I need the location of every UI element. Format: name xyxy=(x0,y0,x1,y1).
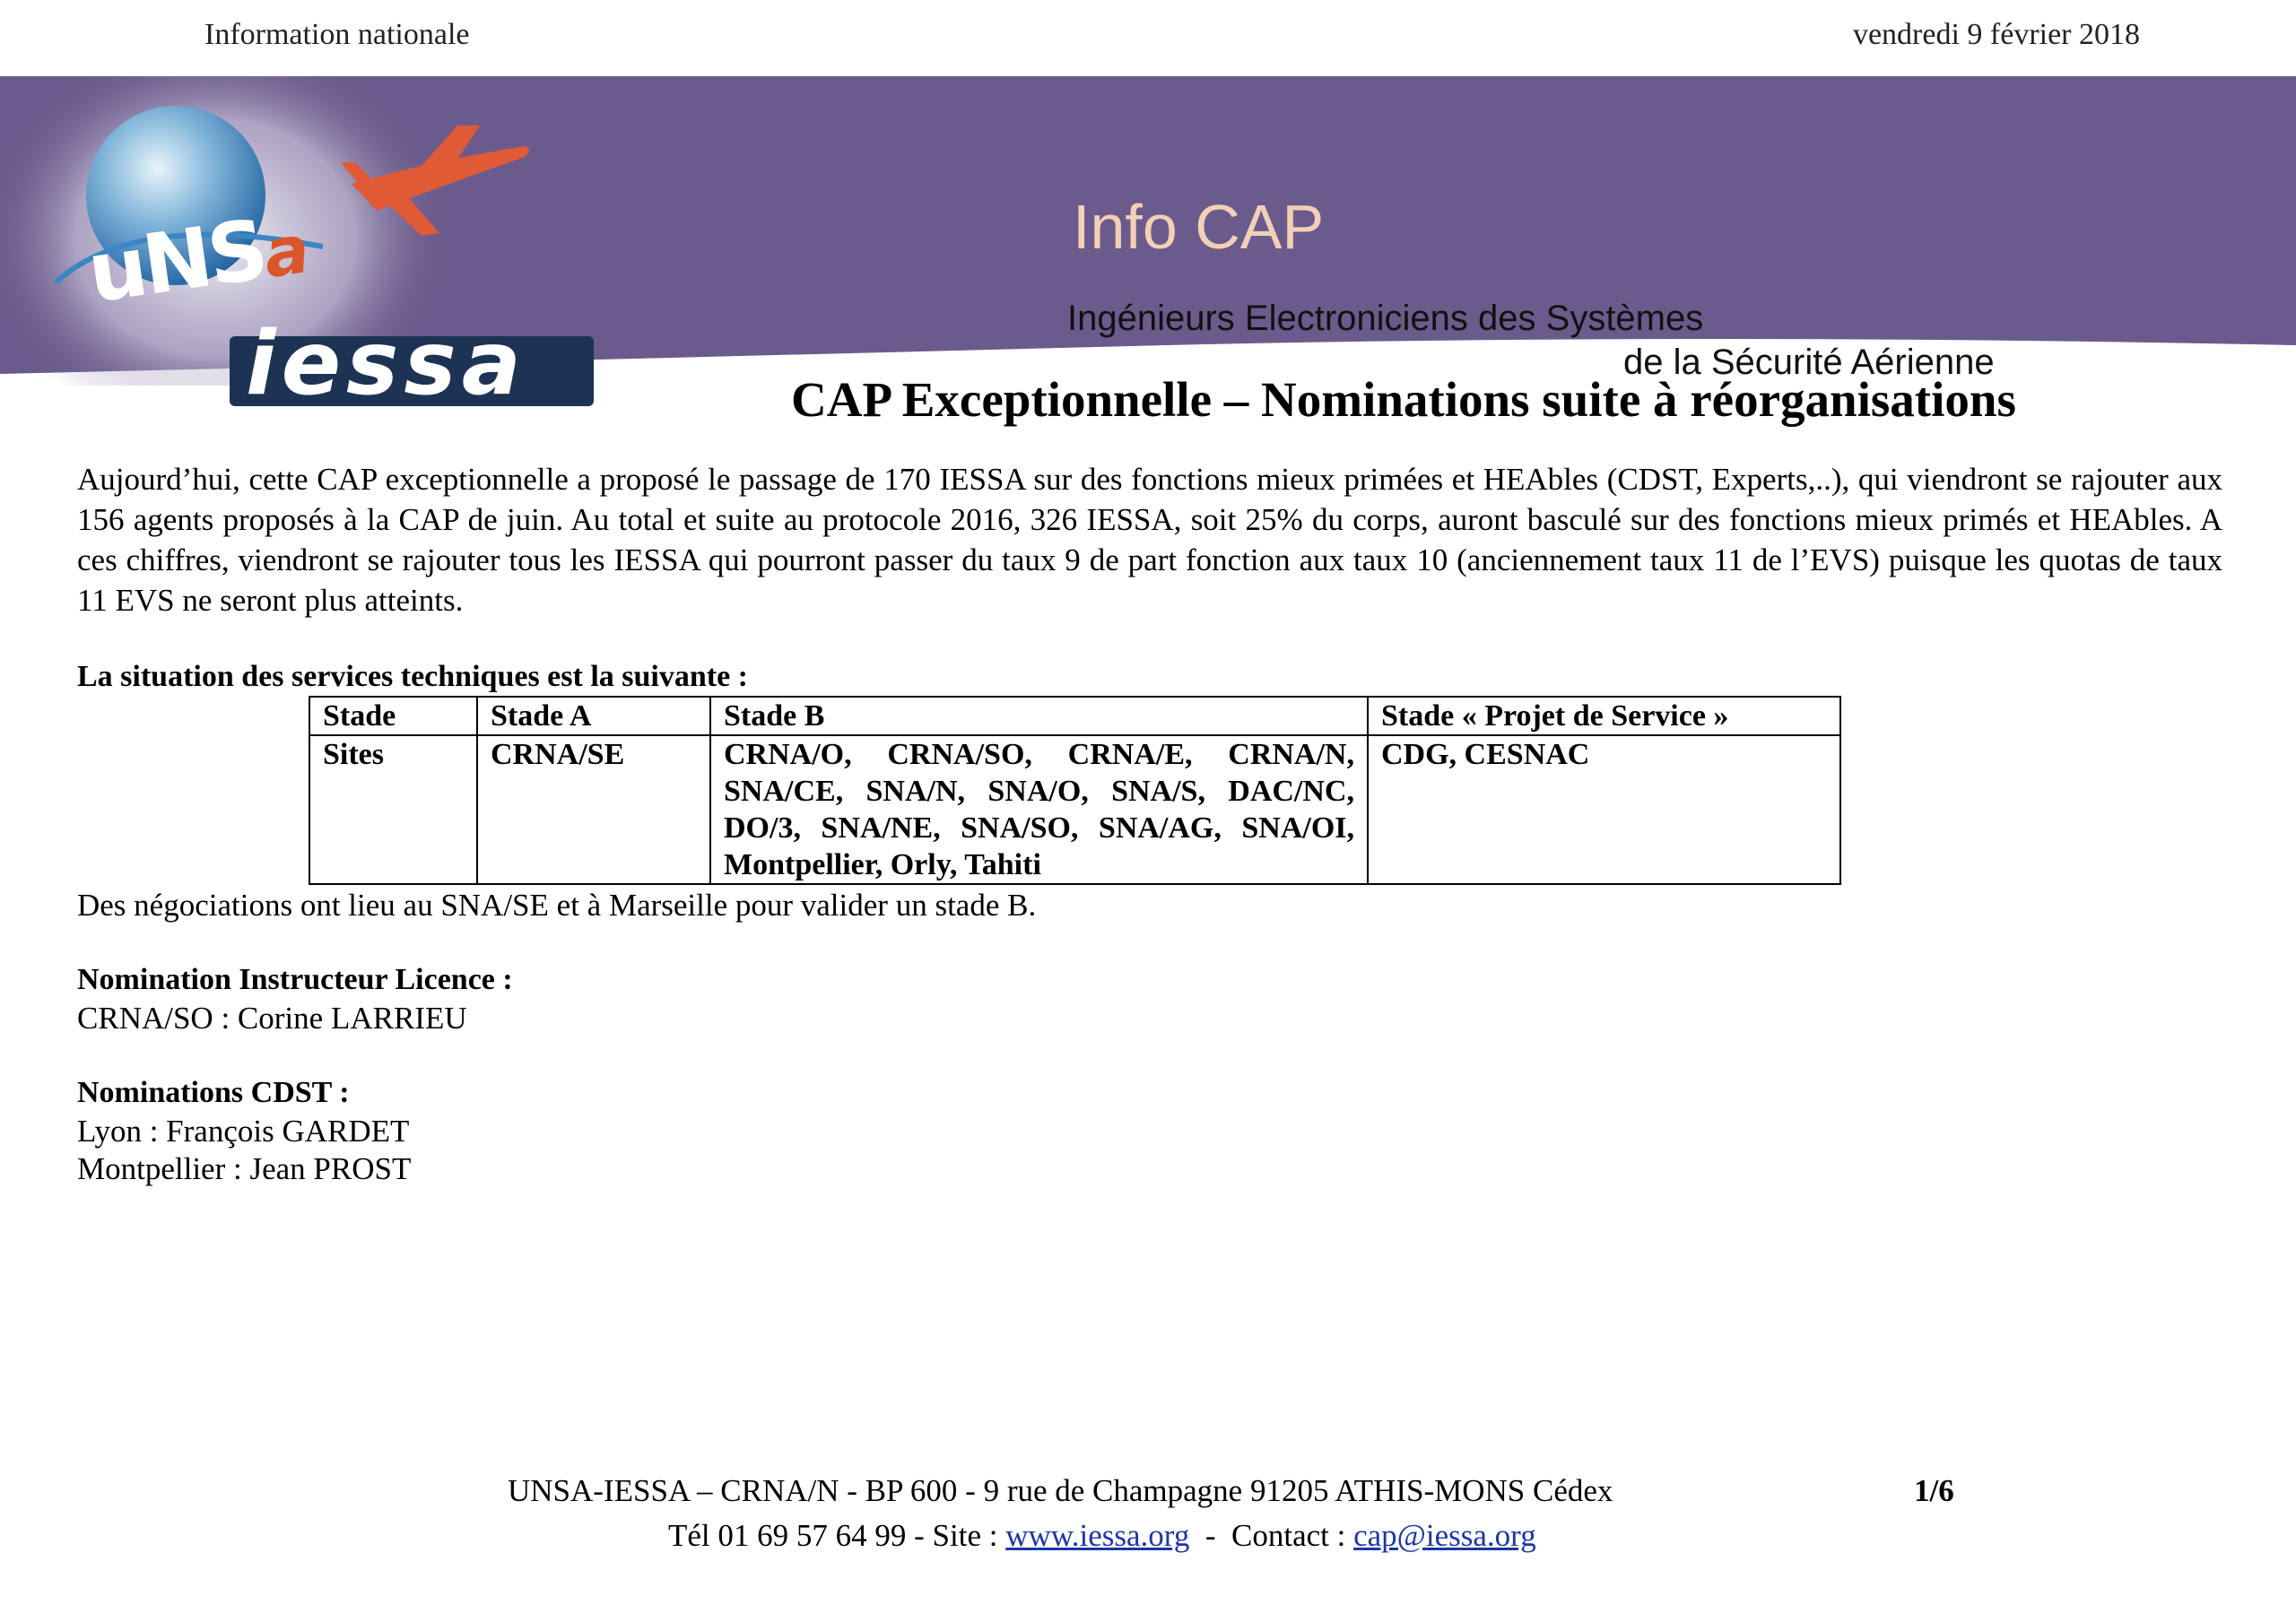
document-title: CAP Exceptionnelle – Nominations suite à réorganisations xyxy=(791,372,2016,427)
table-cell: CRNA/O, CRNA/SO, CRNA/E, CRNA/N, SNA/CE, SNA/N, SNA/O, SNA/S, DAC/NC, DO/3, SNA/NE, SNA/SO, SNA/AG, SNA/OI, Montpellier, Orly, Tahiti xyxy=(710,735,1368,884)
footer-tel: Tél 01 69 57 64 99 - Site : xyxy=(668,1518,1006,1553)
table-header-cell: Stade xyxy=(309,697,477,735)
banner-subtitle-line2: de la Sécurité Aérienne xyxy=(1623,343,1995,382)
email-link[interactable]: cap@iessa.org xyxy=(1353,1518,1536,1553)
cdst-entry: Lyon : François GARDET xyxy=(77,1114,410,1149)
cdst-label: Nominations CDST : xyxy=(77,1076,350,1109)
header-date: vendredi 9 février 2018 xyxy=(1852,18,2140,51)
header-left-text: Information nationale xyxy=(204,18,470,51)
table-header-cell: Stade B xyxy=(710,697,1368,735)
situation-label: La situation des services techniques est la suivante : xyxy=(77,660,748,693)
table-header-cell: Stade « Projet de Service » xyxy=(1368,697,1840,735)
footer-address: UNSA-IESSA – CRNA/N - BP 600 - 9 rue de Champagne 91205 ATHIS-MONS Cédex xyxy=(508,1473,1613,1508)
instructor-label: Nomination Instructeur Licence : xyxy=(77,963,513,996)
footer-contact-line xyxy=(668,1518,1536,1554)
banner-title: Info CAP xyxy=(1073,192,1325,262)
negotiation-text: Des négociations ont lieu au SNA/SE et à Marseille pour valider un stade B. xyxy=(77,888,1037,923)
table-row xyxy=(309,735,1840,884)
site-link[interactable]: www.iessa.org xyxy=(1005,1518,1190,1553)
table-cell: CRNA/SE xyxy=(477,735,710,884)
sites-table xyxy=(309,696,1841,885)
logo-unsa-text: uNSa xyxy=(82,202,311,322)
page-number: 1/6 xyxy=(1914,1473,1954,1508)
cdst-entry: Montpellier : Jean PROST xyxy=(77,1151,412,1186)
logo-iessa-box xyxy=(230,313,594,415)
instructor-entry: CRNA/SO : Corine LARRIEU xyxy=(77,1001,467,1036)
table-header-cell: Stade A xyxy=(477,697,710,735)
logo-iessa-text: iessa xyxy=(246,313,526,415)
banner-subtitle-line1: Ingénieurs Electroniciens des Systèmes xyxy=(1067,299,1704,338)
footer-contact-text: - Contact : xyxy=(1189,1518,1354,1553)
table-cell: Sites xyxy=(309,735,477,884)
table-header-row xyxy=(309,697,1840,735)
intro-paragraph: Aujourd’hui, cette CAP exceptionnelle a proposé le passage de 170 IESSA sur des fonctions mieux primées et HEAbles (CDST, Experts,..), qui viendront se rajouter aux 156 agents proposés à la CAP de juin. Au total et suite au protocole 2016, 326 IESSA, soit 25% du corps, auront basculé sur des fonctions mieux primés et HEAbles. A ces chiffres, viendront se rajouter tous les IESSA qui pourront passer du taux 9 de part fonction aux taux 10 (anciennement taux 11 de l’EVS) puisque les quotas de taux 11 EVS ne seront plus atteints. xyxy=(77,462,2222,618)
table-cell: CDG, CESNAC xyxy=(1368,735,1840,884)
